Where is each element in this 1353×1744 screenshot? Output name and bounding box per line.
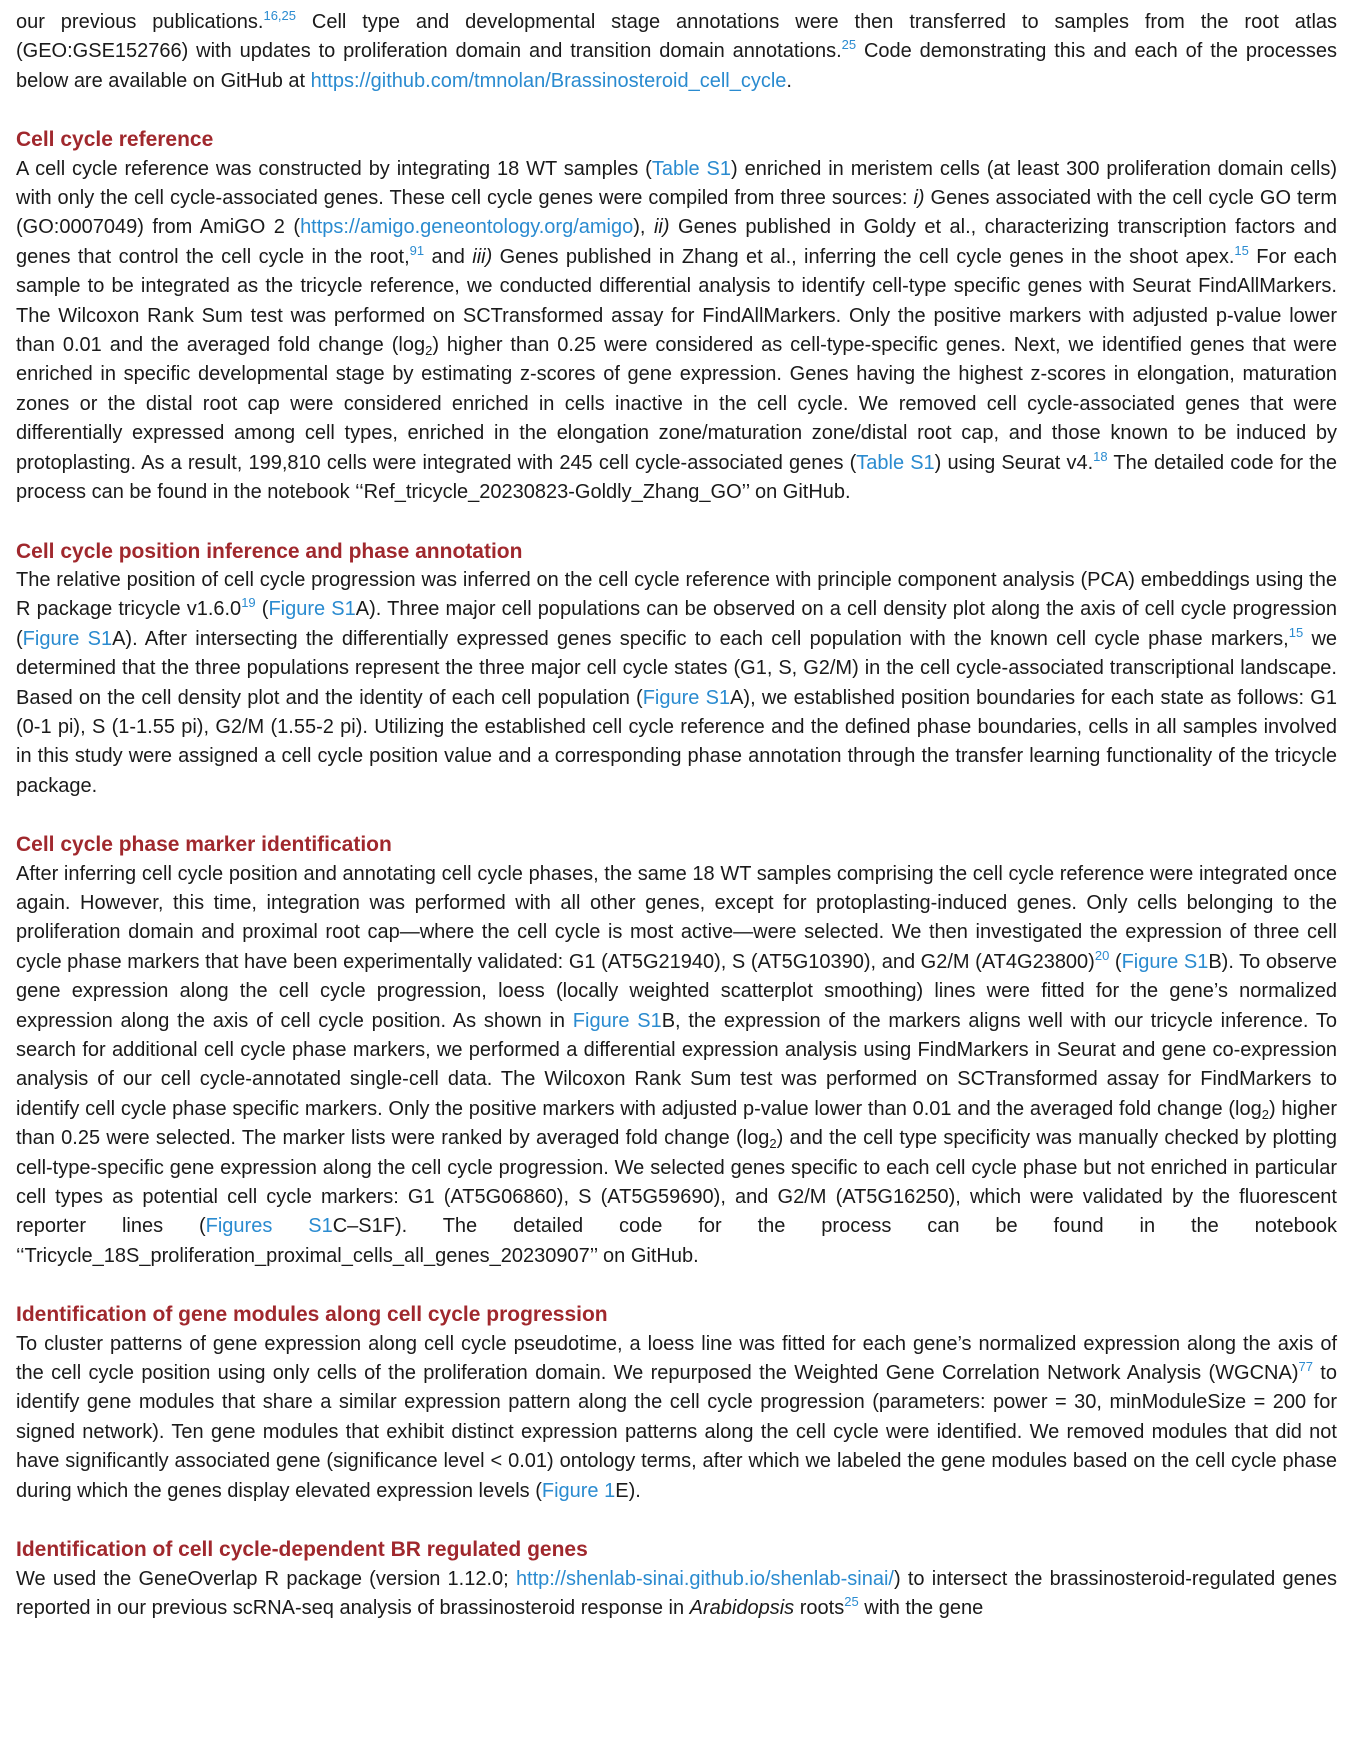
subscript: 2	[1261, 1106, 1269, 1122]
citation-ref[interactable]: 18	[1093, 448, 1108, 464]
text-run: C–S1F). The detailed code for the process can be found in the notebook ‘‘Tricycle_18S_proliferation_proximal_cells_all_genes_20230907’’ on GitHub.	[16, 1215, 1337, 1267]
text-run: ) higher than 0.25 were considered as cell-type-specific genes. Next, we identified genes that were enriched in specific developmental stage by estimating z-scores of gene expression. Genes having the highest z-scores in elongation, maturation zones or the distal root cap were considered enriched in cells inactive in the cell cycle. We removed cell cycle-associated genes that were differentially expressed among cell types, enriched in the elongation zone/maturation zone/distal root cap, and those known to be induced by protoplasting. As a result, 199,810 cells were integrated with 245 cell cycle-associated genes (	[16, 334, 1337, 474]
text-run: A), we established position boundaries for each state as follows: G1 (0-1 pi), S (1-1.55 pi), G2/M (1.55-2 pi). Utilizing the established cell cycle reference and the defined phase boundaries, cells in all samples involved in this study were assigned a cell cycle position value and a corresponding phase annotation through the transfer learning functionality of the tricycle package.	[16, 686, 1337, 797]
text-run: with the gene	[858, 1596, 984, 1619]
text-run: ),	[633, 216, 654, 239]
text-run: Genes published in Zhang et al., inferring the cell cycle genes in the shoot apex.	[492, 245, 1235, 268]
citation-ref[interactable]: 15	[1234, 242, 1249, 258]
citation-ref[interactable]: 16,25	[263, 8, 297, 23]
shenlab-link[interactable]: http://shenlab-sinai.github.io/shenlab-sinai/	[515, 1567, 894, 1590]
amigo-link[interactable]: https://amigo.geneontology.org/amigo	[300, 216, 634, 239]
section-gene-modules	[16, 1300, 1337, 1506]
figure-s1-link[interactable]: Figure S1	[642, 686, 731, 709]
text-run: Code demonstrating this and each of the processes below are available on GitHub at	[16, 40, 1338, 92]
text-run: ) to intersect the brassinosteroid-regulated genes reported in our previous scRNA-seq analysis of brassinosteroid response in	[16, 1567, 1338, 1619]
text-run: ) enriched in meristem cells (at least 300 proliferation domain cells) with only the cell cycle-associated genes. These cell cycle genes were compiled from three sources:	[16, 157, 1337, 210]
section-phase-marker	[16, 830, 1337, 1271]
list-marker: ii)	[653, 216, 670, 239]
subscript: 2	[425, 343, 433, 359]
text-run: roots	[794, 1596, 845, 1619]
text-run: To cluster patterns of gene expression along cell cycle pseudotime, a loess line was fitted for each gene’s normalized expression along the axis of the cell cycle position using only cells of the proliferation domain. We repurposed the Weighted Gene Correlation Network Analysis (WGCNA)	[16, 1332, 1337, 1385]
figure-1-link[interactable]: Figure 1	[541, 1479, 616, 1502]
citation-ref[interactable]: 91	[409, 242, 425, 258]
text-run: A). Three major cell populations can be observed on a cell density plot along the axis of cell cycle progression (	[16, 598, 1338, 650]
section-cell-cycle-reference	[16, 125, 1337, 507]
text-run: B, the expression of the markers aligns well with our tricycle inference. To search for additional cell cycle phase markers, we performed a differential expression analysis using FindMarkers in Seurat and gene co-expression analysis of our cell cycle-annotated single-cell data. The Wilcoxon Rank Sum test was performed on SCTransformed assay for FindMarkers to identify cell cycle phase specific markers. Only the positive markers with adjusted p-value lower than 0.01 and the averaged fold change (log	[16, 1009, 1337, 1120]
section-paragraph	[16, 1330, 1337, 1506]
text-run: A cell cycle reference was constructed by integrating 18 WT samples (	[16, 157, 652, 180]
text-run: We used the GeneOverlap R package (version 1.12.0;	[16, 1567, 516, 1590]
citation-ref[interactable]: 20	[1094, 947, 1110, 963]
citation-ref[interactable]: 15	[1288, 624, 1304, 640]
citation-ref[interactable]: 77	[1298, 1359, 1313, 1375]
section-br-regulated-genes	[16, 1535, 1337, 1623]
intro-paragraph	[16, 8, 1337, 96]
text-run: For each sample to be integrated as the tricycle reference, we conducted differential analysis to identify cell-type specific genes with Seurat FindAllMarkers. The Wilcoxon Rank Sum test was performed on SCTransformed assay for FindAllMarkers. Only the positive markers with adjusted p-value lower than 0.01 and the averaged fold change (log	[16, 245, 1338, 357]
text-run: .	[786, 69, 792, 92]
section-paragraph	[16, 1565, 1337, 1624]
figures-s1-link[interactable]: Figures S1	[205, 1215, 333, 1238]
text-run: E).	[615, 1479, 641, 1502]
text-run: The detailed code for the process can be found in the notebook ‘‘Ref_tricycle_20230823-Goldly_Zhang_GO’’ on GitHub.	[16, 451, 1338, 504]
section-title: Cell cycle position inference and phase annotation	[16, 539, 523, 563]
github-link[interactable]: https://github.com/tmnolan/Brassinosteroid_cell_cycle	[310, 69, 787, 92]
section-position-inference	[16, 537, 1337, 802]
text-run: A). After intersecting the differentially expressed genes specific to each cell population with the known cell cycle phase markers,	[112, 627, 1289, 650]
section-paragraph	[16, 155, 1337, 508]
text-run: to identify gene modules that share a similar expression pattern along the cell cycle progression (parameters: power = 30, minModuleSize = 200 for signed network). Ten gene modules that exhibit distinct expression patterns along the cell cycle were identified. We removed modules that did not have significantly associated gene (significance level < 0.01) ontology terms, after which we labeled the gene modules based on the cell cycle phase during which the genes display elevated expression levels (	[16, 1362, 1337, 1502]
text-run: ) using Seurat v4.	[934, 451, 1094, 474]
text-run: Cell type and developmental stage annotations were then transferred to samples from the root atlas (GEO:GSE152766) with updates to proliferation domain and transition domain annotations.	[16, 11, 1338, 63]
text-run: B). To observe gene expression along the cell cycle progression, loess (locally weighted scatterplot smoothing) lines were fitted for the gene’s normalized expression along the axis of cell cycle position. As shown in	[16, 950, 1337, 1032]
section-paragraph	[16, 860, 1337, 1272]
section-title: Cell cycle phase marker identification	[16, 833, 392, 857]
text-run: Genes published in Goldy et al., characterizing transcription factors and genes that control the cell cycle in the root,	[16, 216, 1337, 268]
citation-ref[interactable]: 25	[844, 1593, 859, 1609]
section-paragraph	[16, 566, 1337, 801]
text-run: and	[424, 245, 473, 268]
table-s1-link[interactable]: Table S1	[651, 157, 732, 180]
text-run: ) and the cell type specificity was manually checked by plotting cell-type-specific gene expression along the cell cycle progression. We selected genes specific to each cell cycle phase but not enriched in particular cell types as potential cell cycle markers: G1 (AT5G06860), S (AT5G59690), and G2/M (AT5G16250), which were validated by the fluorescent reporter lines (	[16, 1127, 1337, 1238]
figure-s1-link[interactable]: Figure S1	[1121, 950, 1209, 973]
subscript: 2	[769, 1136, 777, 1152]
text-run: The relative position of cell cycle progression was inferred on the cell cycle reference with principle component analysis (PCA) embeddings using the R package tricycle v1.6.0	[16, 568, 1337, 621]
figure-s1-link[interactable]: Figure S1	[572, 1009, 662, 1032]
text-run: (	[255, 598, 269, 621]
section-title: Cell cycle reference	[16, 128, 214, 152]
text-run: ) higher than 0.25 were selected. The marker lists were ranked by averaged fold change (log	[16, 1097, 1337, 1150]
list-marker: i)	[913, 187, 925, 210]
section-title: Identification of cell cycle-dependent BR regulated genes	[16, 1538, 588, 1562]
text-run: our previous publications.	[16, 11, 264, 33]
figure-s1-link[interactable]: Figure S1	[22, 627, 113, 650]
citation-ref[interactable]: 19	[241, 595, 256, 611]
text-run: Genes associated with the cell cycle GO term (GO:0007049) from AmiGO 2 (	[16, 187, 1337, 239]
table-s1-link[interactable]: Table S1	[856, 451, 935, 474]
text-run: (	[1109, 950, 1122, 973]
section-title: Identification of gene modules along cell cycle progression	[16, 1303, 608, 1327]
text-run: we determined that the three populations represent the three major cell cycle states (G1, S, G2/M) in the cell cycle-associated transcriptional landscape. Based on the cell density plot and the identity of each cell population (	[16, 627, 1338, 709]
species-name: Arabidopsis	[689, 1596, 795, 1619]
text-run: After inferring cell cycle position and annotating cell cycle phases, the same 18 WT samples comprising the cell cycle reference were integrated once again. However, this time, integration was performed with all other genes, except for protoplasting-induced genes. Only cells belonging to the proliferation domain and proximal root cap—where the cell cycle is most active—were selected. We then investigated the expression of three cell cycle phase markers that have been experimentally validated: G1 (AT5G21940), S (AT5G10390), and G2/M (AT4G23800)	[16, 862, 1337, 973]
list-marker: iii)	[472, 245, 493, 268]
citation-ref[interactable]: 25	[841, 37, 857, 53]
figure-s1-link[interactable]: Figure S1	[268, 598, 356, 621]
